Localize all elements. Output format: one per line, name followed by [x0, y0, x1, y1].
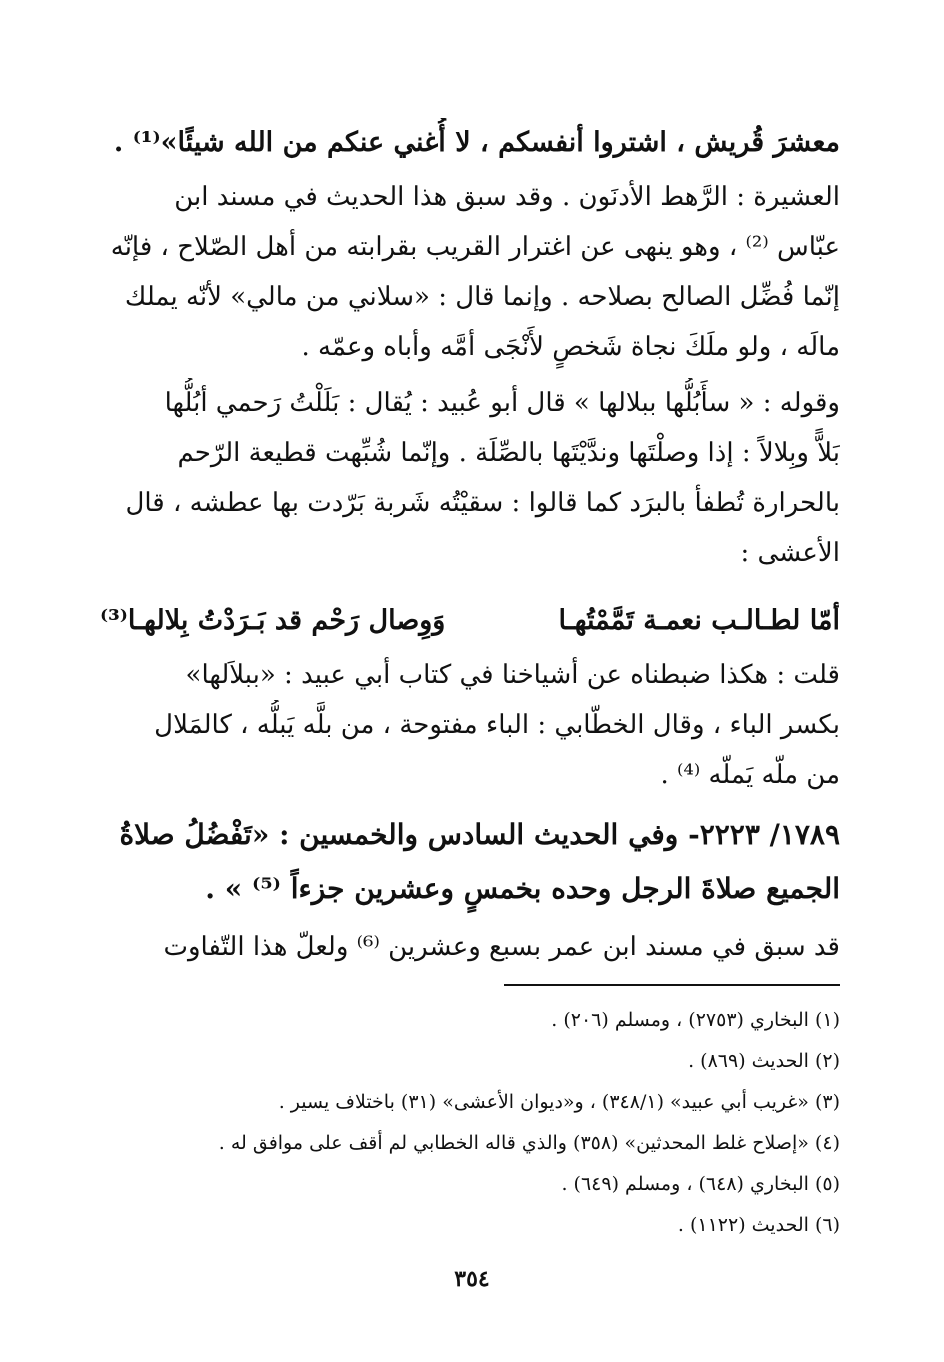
hadith-heading-line: الجميع صلاةَ الرجل وحده بخمسٍ وعشرين جزءاً ⁽⁵⁾ » . [205, 872, 840, 905]
hadith-heading-line: ١٧٨٩/ ٢٢٢٣- وفي الحديث السادس والخمسين : «تَفْضُلُ صلاةُ [119, 818, 840, 851]
footnote: (٥) البخاري (٦٤٨) ، ومسلم (٦٤٩) . [561, 1173, 840, 1195]
footnote: (٢) الحديث (٨٦٩) . [688, 1050, 840, 1072]
page-number: ٣٥٤ [454, 1266, 490, 1292]
paragraph-quote-end [100, 118, 840, 168]
verse-first-hemistich: أمّا لطـالـب نعمـة تَمَّمْتُهـا [558, 604, 840, 636]
text-line: قلت : هكذا ضبطناه عن أشياخنا في كتاب أبي عبيد : «ببلاَلها» [185, 660, 840, 690]
paragraph-commentary [100, 922, 840, 972]
text-line: العشيرة : الرَّهط الأدنَون . وقد سبق هذا الحديث في مسند ابن [174, 182, 840, 212]
verse-second-hemistich: وَوِصال رَحْم قد بَـرَدْتُ بِلالهـا⁽³⁾ [100, 604, 446, 636]
text-line: بالحرارة تُطفأ بالبرَد كما قالوا : سقيْتُه شَربة بَرّدت بها عطشه ، قال [125, 488, 840, 518]
text-line: معشرَ قُريش ، اشتروا أنفسكم ، لا أُغني عنكم من الله شيئًا»⁽¹⁾ . [113, 127, 840, 158]
text-line: وقوله : « سأَبُلُّها ببلالها » قال أبو عُبيد : يُقال : بَلَلْتُ رَحمي أبُلُّها [164, 388, 840, 418]
text-line: إنّما فُضِّل الصالح بصلاحه . وإنما قال : «سلاني من مالي» لأنّه يملك [124, 282, 840, 312]
text-line: بكسر الباء ، وقال الخطّابي : الباء مفتوحة ، من بلَّه يَبلُّه ، كالمَلال [154, 710, 840, 740]
text-line: مالَه ، ولو ملَكَ نجاة شَخصٍ لأَنْجَى أمَّه وأباه وعمّه . [301, 332, 840, 362]
text-line: من ملّه يَملّه ⁽⁴⁾ . [660, 760, 840, 790]
footnote: (٣) «غريب أبي عبيد» (٣٤٨/١) ، و«ديوان الأعشى» (٣١) باختلاف يسير . [278, 1091, 840, 1113]
footnote-separator [504, 984, 840, 986]
poetry-verse [100, 592, 840, 648]
text-line: بَلاًّ وبِلالاً : إذا وصلْتَها وندَّيْتَها بالصِّلَة . وإنّما شُبِّهت قطيعة الرّحم [177, 438, 840, 468]
paragraph-word-explanation [100, 378, 840, 578]
hadith-heading [100, 808, 840, 916]
paragraph-explanation [100, 172, 840, 372]
footnote: (٤) «إصلاح غلط المحدثين» (٣٥٨) والذي قاله الخطابي لم أقف على موافق له . [218, 1132, 840, 1154]
paragraph-note [100, 650, 840, 800]
text-line: قد سبق في مسند ابن عمر بسبع وعشرين ⁽⁶⁾ ولعلّ هذا التّفاوت [163, 932, 840, 962]
text-line: عبّاس ⁽²⁾ ، وهو ينهى عن اغترار القريب بقرابته من أهل الصّلاح ، فإنّه [110, 232, 840, 262]
footnote: (٦) الحديث (١١٢٢) . [677, 1214, 840, 1236]
text-line: الأعشى : [740, 538, 840, 568]
footnotes [100, 1000, 840, 1246]
footnote: (١) البخاري (٢٧٥٣) ، ومسلم (٢٠٦) . [551, 1009, 840, 1031]
